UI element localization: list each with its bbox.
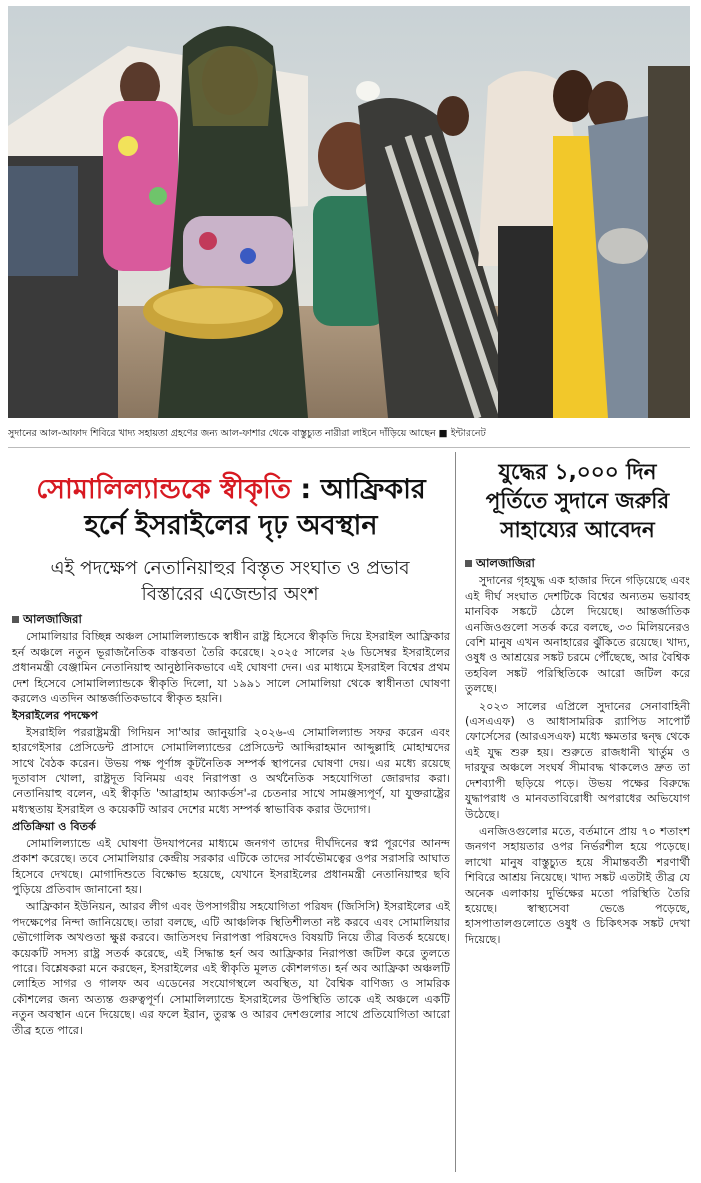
metal-pot [598, 228, 648, 264]
lead-subheadline: এই পদক্ষেপ নেতানিয়াহুর বিস্তৃত সংঘাত ও প্রভাব বিস্তারের এজেন্ডার অংশ [50, 558, 410, 605]
bullet-icon [12, 616, 19, 623]
divider-horizontal [8, 447, 690, 448]
lead-headline [12, 472, 450, 544]
side-credit [465, 556, 690, 571]
lead-paragraph-1: সোমালিয়ার বিচ্ছিন্ন অঞ্চল সোমালিল্যান্ডকে স্বাধীন রাষ্ট্র হিসেবে স্বীকৃতি দিয়ে ইসরাইল আফ্রিকার হর্ন অঞ্চলে নতুন ভূরাজনৈতিক বাস্তবতা তৈরি করেছে। ২০২৫ সালের ২৬ ডিসেম্বর ইসরাইলের প্রধানমন্ত্রী বেঞ্জামিন নেতানিয়াহু আনুষ্ঠানিকভাবে এই ঘোষণা দেন। এর মাধ্যমে ইসরাইল বিশ্বের প্রথম দেশ হিসেবে সোমালিল্যান্ডকে স্বীকৃতি দিলো, যা ১৯৯১ সালে সোমালিয়া থেকে স্বাধীনতা ঘোষণা করলেও এতদিন আন্তর্জাতিকভাবে স্বীকৃত হয়নি। [12, 630, 450, 706]
side-paragraph-1: সুদানের গৃহযুদ্ধ এক হাজার দিনে গড়িয়েছে এবং এই দীর্ঘ সংঘাত দেশটিকে বিশ্বের অন্যতম ভয়াবহ মানবিক সঙ্কটে ঠেলে দিয়েছে। আন্তর্জাতিক এনজিওগুলো সতর্ক করে বলছে, ৩৩ মিলিয়নেরও বেশি মানুষ এখন অনাহারের ঝুঁকিতে রয়েছে। খাদ্য, ওষুধ ও আশ্রয়ের সঙ্কট চরমে পৌঁছেছে, আর বৈশ্বিক তহবিল সঙ্কট পরিস্থিতিকে আরো জটিল করে তুলছে। [465, 574, 690, 696]
caption-source: ইন্টারনেট [450, 428, 486, 439]
lead-subhead-reaction: প্রতিক্রিয়া ও বিতর্ক [12, 820, 97, 834]
lead-paragraph-4: আফ্রিকান ইউনিয়ন, আরব লীগ এবং উপসাগরীয় সহযোগিতা পরিষদ (জিসিসি) ইসরাইলের এই পদক্ষেপের নিন্দা জানিয়েছে। তারা বলছে, এটি আঞ্চলিক স্থিতিশীলতা নষ্ট করবে এবং সোমালিয়ার ভৌগোলিক অখণ্ডতা ক্ষুণ্ণ করবে। জাতিসংঘ নিরাপত্তা পরিষদেও বিষয়টি নিয়ে তীব্র বিতর্ক হয়েছে। কয়েকটি সদস্য রাষ্ট্র সতর্ক করেছে, এই সিদ্ধান্ত হর্ন অব আফ্রিকার নিরাপত্তা জটিল করে তুলতে পারে। বিশ্লেষকরা মনে করছেন, ইসরাইলের এই স্বীকৃতি মূলত কৌশলগত। হর্ন অব আফ্রিকা অঞ্চলটি লোহিত সাগর ও গালফ অব এডেনের সংযোগস্থলে অবস্থিত, যা বৈশ্বিক বাণিজ্য ও সামরিক কৌশলের জন্য অত্যন্ত গুরুত্বপূর্ণ। সোমালিল্যান্ডে ইসরাইলের উপস্থিতি তাকে এই অঞ্চলে একটি নতুন অবস্থান এনে দিয়েছে। এর ফলে ইরান, তুরস্ক ও আরব দেশগুলোর সাথে প্রতিযোগিতা আরো তীব্র হতে পারে। [12, 900, 450, 1037]
lead-paragraph-2: ইসরাইলি পররাষ্ট্রমন্ত্রী গিদিয়ন সা'আর জানুয়ারি ২০২৬-এ সোমালিল্যান্ড সফর করেন এবং হারগেইসার প্রেসিডেন্ট প্রাসাদে সোমালিল্যান্ডের প্রেসিডেন্ট আব্দিরাহমান আব্দুল্লাহি মোহাম্মদের সাথে বৈঠক করেন। উভয় পক্ষ পূর্ণাঙ্গ কূটনৈতিক সম্পর্ক স্থাপনের ঘোষণা দেয়। এর মধ্যে রয়েছে দূতাবাস খোলা, রাষ্ট্রদূত বিনিময় এবং নিরাপত্তা ও অর্থনৈতিক সহযোগিতা জোরদার করা। নেতানিয়াহু বলেন, এই স্বীকৃতি 'আব্রাহাম অ্যাকর্ডস'-র চেতনার সাথে সামঞ্জস্যপূর্ণ, যা যুক্তরাষ্ট্রের মধ্যস্থতায় ইসরাইল ও কয়েকটি আরব দেশের মধ্যে সম্পর্ক স্বাভাবিক করার উদ্যোগ। [12, 725, 450, 816]
refugee-queue-illustration [8, 6, 690, 418]
lead-credit-text: আলজাজিরা [23, 612, 82, 626]
side-headline: যুদ্ধের ১,০০০ দিন পূর্তিতে সুদানে জরুরি সাহায্যের আবেদন [485, 460, 670, 543]
caption-separator-icon: ■ [438, 428, 448, 439]
side-paragraph-3: এনজিওগুলোর মতে, বর্তমানে প্রায় ৭০ শতাংশ জনগণ সহায়তার ওপর নির্ভরশীল হয়ে পড়েছে। লাখো মানুষ বাস্তুচ্যুত হয়ে সীমান্তবর্তী শরণার্থী শিবিরে আশ্রয় নিয়েছে। খাদ্য সঙ্কট এতটাই তীব্র যে অনেক এলাকায় দুর্ভিক্ষের মতো পরিস্থিতি তৈরি হয়েছে। স্বাস্থ্যসেবা ভেঙে পড়েছে, হাসপাতালগুলোতে ওষুধ ও চিকিৎসক সঙ্কট দেখা দিয়েছে। [465, 824, 690, 946]
figure-pink [103, 101, 178, 271]
lead-headline-rest: আফ্রিকার হর্নে ইসরাইলের দৃঢ় অবস্থান [84, 474, 426, 541]
lead-subhead-israel-move: ইসরাইলের পদক্ষেপ [12, 709, 98, 723]
photo-caption [8, 426, 690, 442]
bullet-icon [465, 560, 472, 567]
caption-text: সুদানের আল-আফাদ শিবিরে খাদ্য সহায়তা গ্রহণের জন্য আল-ফাশার থেকে বাস্তুচ্যুত নারীরা লাইনে দাঁড়িয়ে আছেন [8, 428, 436, 439]
lead-article-body [12, 612, 450, 1040]
lead-headline-highlight: সোমালিল্যান্ডকে স্বীকৃতি [36, 474, 292, 505]
side-article-body [465, 556, 690, 949]
side-paragraph-2: ২০২৩ সালের এপ্রিলে সুদানের সেনাবাহিনী (এসএএফ) ও আধাসামরিক র‌্যাপিড সাপোর্ট ফোর্সেসের (আরএসএফ) মধ্যে ক্ষমতার দ্বন্দ্ব থেকে এই যুদ্ধ শুরু হয়। শুরুতে রাজধানী খার্তুম ও দারফুর অঞ্চলে সংঘর্ষ সীমাবদ্ধ থাকলেও দ্রুত তা দেশব্যাপী ছড়িয়ে পড়ে। উভয় পক্ষের বিরুদ্ধে যুদ্ধাপরাধ ও মানবতাবিরোধী অপরাধের অভিযোগ উঠেছে। [465, 699, 690, 821]
lead-paragraph-3: সোমালিল্যান্ডে এই ঘোষণা উদযাপনের মাধ্যমে জনগণ তাদের দীর্ঘদিনের স্বপ্ন পূরণের আনন্দ প্রকাশ করেছে। তবে সোমালিয়ার কেন্দ্রীয় সরকার এটিকে তাদের সার্বভৌমত্বের ওপর সরাসরি আঘাত হিসেবে দেখছে। মোগাদিশুতে বিক্ষোভ হয়েছে, যেখানে ইসরাইলের প্রধানমন্ত্রী নেতানিয়াহুর ছবি পুড়িয়ে প্রতিবাদ জানানো হয়। [12, 836, 450, 896]
lead-headline-separator: : [291, 474, 321, 505]
lead-credit [12, 612, 450, 627]
news-photo [8, 6, 690, 418]
side-credit-text: আলজাজিরা [476, 556, 535, 570]
divider-vertical [455, 452, 456, 1172]
